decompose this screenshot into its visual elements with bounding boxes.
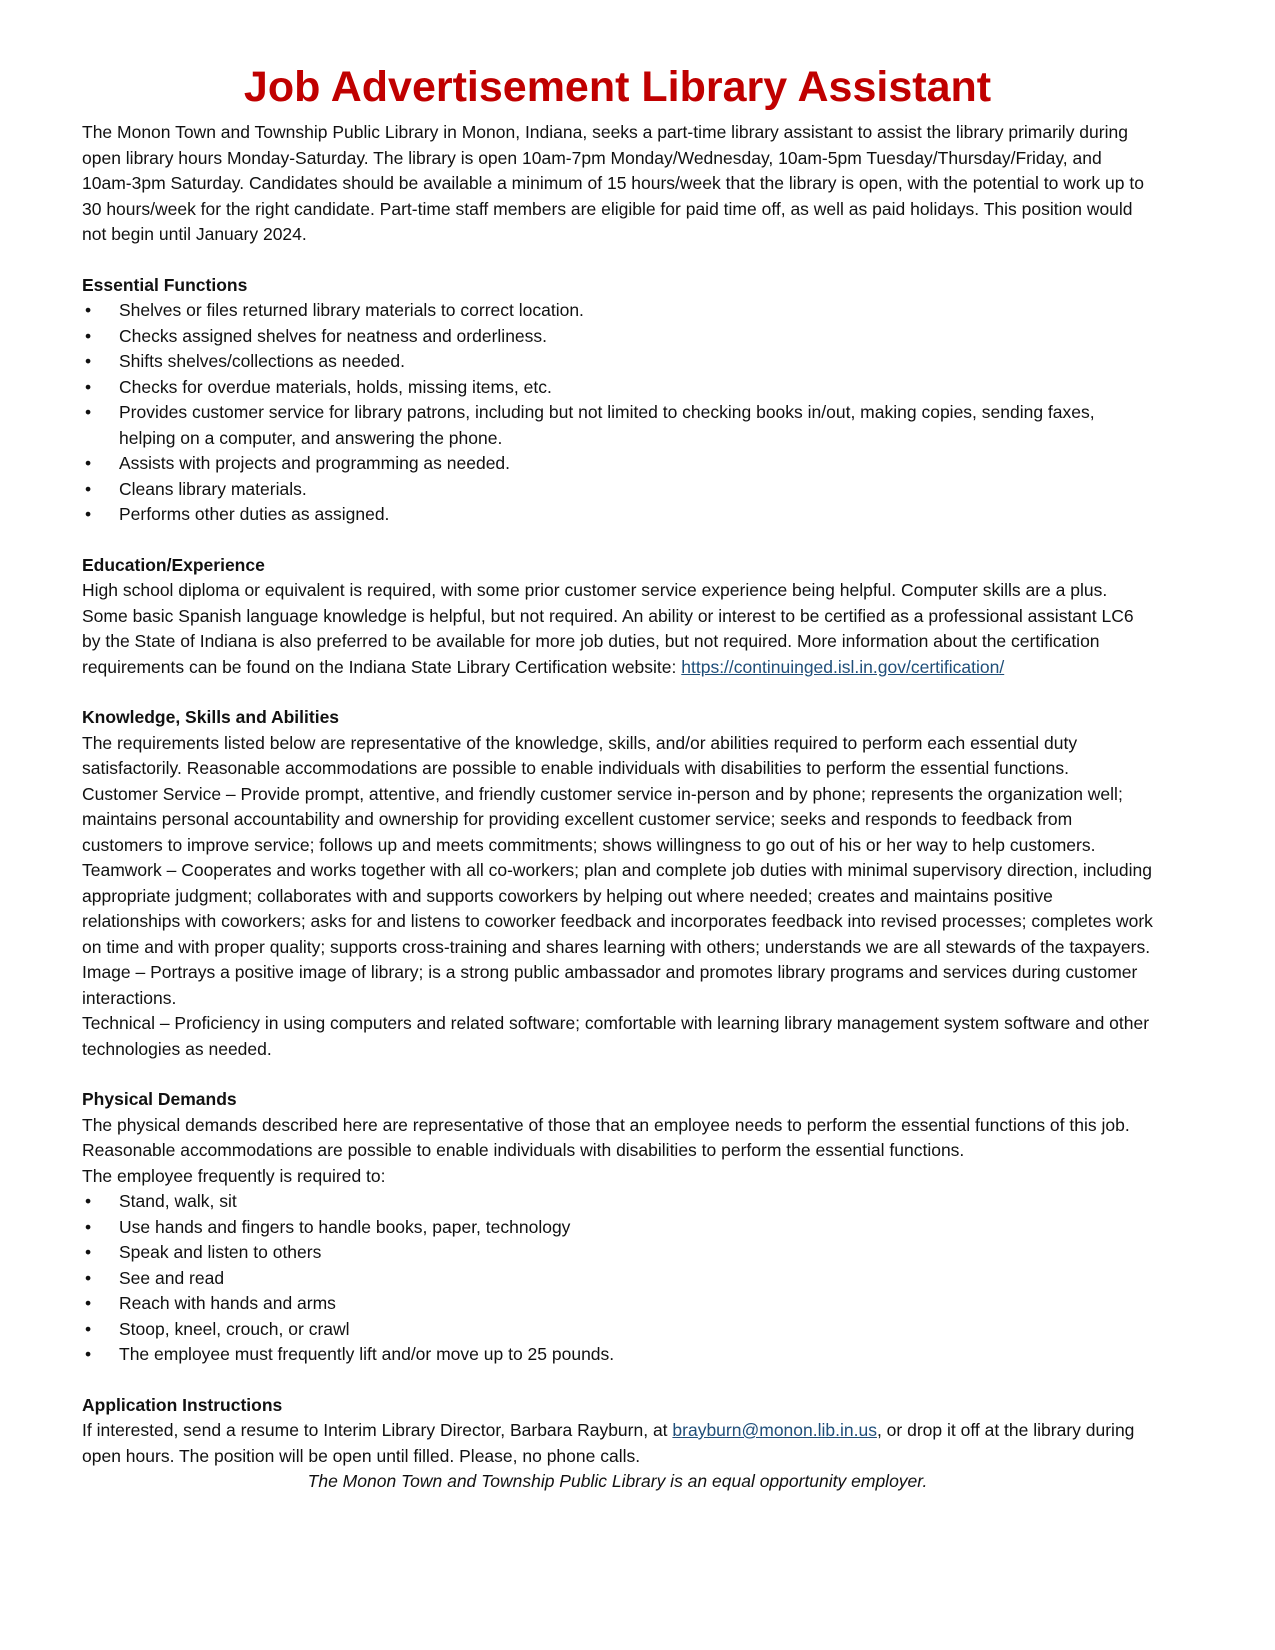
bullet-icon: •	[85, 325, 92, 346]
physical-demands-list	[82, 1189, 1153, 1368]
list-item: • Assists with projects and programming as needed.	[82, 451, 1153, 477]
list-item: • Use hands and fingers to handle books, paper, technology	[82, 1215, 1153, 1241]
list-item: • Speak and listen to others	[82, 1240, 1153, 1266]
bullet-icon: •	[85, 1318, 92, 1339]
email-link[interactable]: brayburn@monon.lib.in.us	[672, 1420, 877, 1440]
essential-functions-section	[82, 273, 1153, 528]
list-item: • Checks for overdue materials, holds, missing items, etc.	[82, 375, 1153, 401]
list-item: • Stand, walk, sit	[82, 1189, 1153, 1215]
essential-functions-list	[82, 298, 1153, 528]
application-section	[82, 1393, 1153, 1495]
page-title: Job Advertisement Library Assistant	[243, 63, 992, 111]
bullet-icon: •	[85, 1267, 92, 1288]
bullet-icon: •	[85, 478, 92, 499]
bullet-icon: •	[85, 351, 92, 371]
ksa-image: Image – Portrays a positive image of library; is a strong public ambassador and promotes library programs and services during customer interactions.	[82, 962, 1138, 1008]
list-item: • Cleans library materials.	[82, 477, 1153, 503]
application-paragraph: If interested, send a resume to Interim Library Director, Barbara Rayburn, at brayburn@monon.lib.in.us, or drop it off at the library during open hours. The position will be open until filled. Please, no phone calls.	[82, 1420, 1135, 1466]
physical-lead: The employee frequently is required to:	[82, 1165, 386, 1186]
bullet-icon: •	[85, 1216, 92, 1237]
certification-link[interactable]: https://continuinged.isl.in.gov/certification/	[681, 656, 1005, 677]
bullet-icon: •	[85, 1191, 92, 1211]
section-heading-ksa: Knowledge, Skills and Abilities	[82, 707, 340, 727]
ksa-customer-service: Customer Service – Provide prompt, attentive, and friendly customer service in-person and by phone; represents the organization well; maintains personal accountability and ownership for providing excellent customer service; seeks and responds to feedback from customers to improve service; follows up and meets commitments; shows willingness to go out of his or her way to help customers.	[82, 783, 1123, 855]
bullet-icon: •	[85, 300, 92, 320]
list-item: • Stoop, kneel, crouch, or crawl	[82, 1317, 1153, 1343]
section-heading-physical: Physical Demands	[82, 1089, 237, 1109]
list-item: • Performs other duties as assigned.	[82, 502, 1153, 528]
ksa-intro: The requirements listed below are representative of the knowledge, skills, and/or abilities required to perform each essential duty satisfactorily. Reasonable accommodations are possible to enable individuals with disabilities to perform the essential functions.	[82, 732, 1078, 778]
list-item: • Shifts shelves/collections as needed.	[82, 349, 1153, 375]
list-item: • See and read	[82, 1266, 1153, 1292]
section-heading-application: Application Instructions	[82, 1394, 283, 1415]
bullet-icon: •	[85, 1293, 92, 1313]
bullet-icon: •	[85, 504, 92, 524]
physical-paragraph: The physical demands described here are representative of those that an employee needs to perform the essential functions of this job. Reasonable accommodations are possible to enable individuals with disabilities to perform the essential functions.	[82, 1114, 1130, 1160]
ksa-technical: Technical – Proficiency in using computers and related software; comfortable with learning library management system software and other technologies as needed.	[82, 1013, 1150, 1059]
list-item: • Shelves or files returned library materials to correct location.	[82, 298, 1153, 324]
bullet-icon: •	[85, 376, 92, 397]
physical-demands-section	[82, 1087, 1153, 1368]
list-item: • The employee must frequently lift and/or move up to 25 pounds.	[82, 1342, 1153, 1368]
intro-paragraph: The Monon Town and Township Public Library in Monon, Indiana, seeks a part-time library assistant to assist the library primarily during open library hours Monday-Saturday. The library is open 10am-7pm Monday/Wednesday, 10am-5pm Tuesday/Thursday/Friday, and 10am-3pm Saturday. Candidates should be available a minimum of 15 hours/week that the library is open, with the potential to work up to 30 hours/week for the right candidate. Part-time staff members are eligible for paid time off, as well as paid holidays. This position would not begin until January 2024.	[82, 122, 1144, 244]
list-item: • Provides customer service for library patrons, including but not limited to checking books in/out, making copies, sending faxes, helping on a computer, and answering the phone.	[85, 402, 1095, 448]
bullet-icon: •	[85, 402, 92, 422]
section-heading-education: Education/Experience	[82, 554, 265, 575]
ksa-teamwork: Teamwork – Cooperates and works together with all co-workers; plan and complete job duties with minimal supervisory direction, including appropriate judgment; collaborates with and supports coworkers by helping out where needed; creates and maintains positive relationships with coworkers; asks for and listens to coworker feedback and incorporates feedback into revised processes; completes work on time and with proper quality; supports cross-training and shares learning with others; understands we are all stewards of the taxpayers.	[82, 860, 1153, 957]
list-item: • Checks assigned shelves for neatness and orderliness.	[82, 324, 1153, 350]
section-heading-essential: Essential Functions	[82, 274, 248, 295]
equal-opportunity-note: The Monon Town and Township Public Library is an equal opportunity employer.	[307, 1471, 928, 1491]
education-paragraph: High school diploma or equivalent is required, with some prior customer service experience being helpful. Computer skills are a plus. Some basic Spanish language knowledge is helpful, but not required. An ability or interest to be certified as a professional assistant LC6 by the State of Indiana is also preferred to be available for more job duties, but not required. More information about the certification requirements can be found on the Indiana State Library Certification website: https://continuinged.isl.in.gov/certification/	[82, 580, 1134, 677]
bullet-icon: •	[85, 453, 92, 473]
bullet-icon: •	[85, 1242, 92, 1262]
ksa-section	[82, 705, 1153, 1062]
list-item: • Reach with hands and arms	[82, 1291, 1153, 1317]
bullet-icon: •	[85, 1344, 92, 1364]
education-section	[82, 553, 1153, 681]
